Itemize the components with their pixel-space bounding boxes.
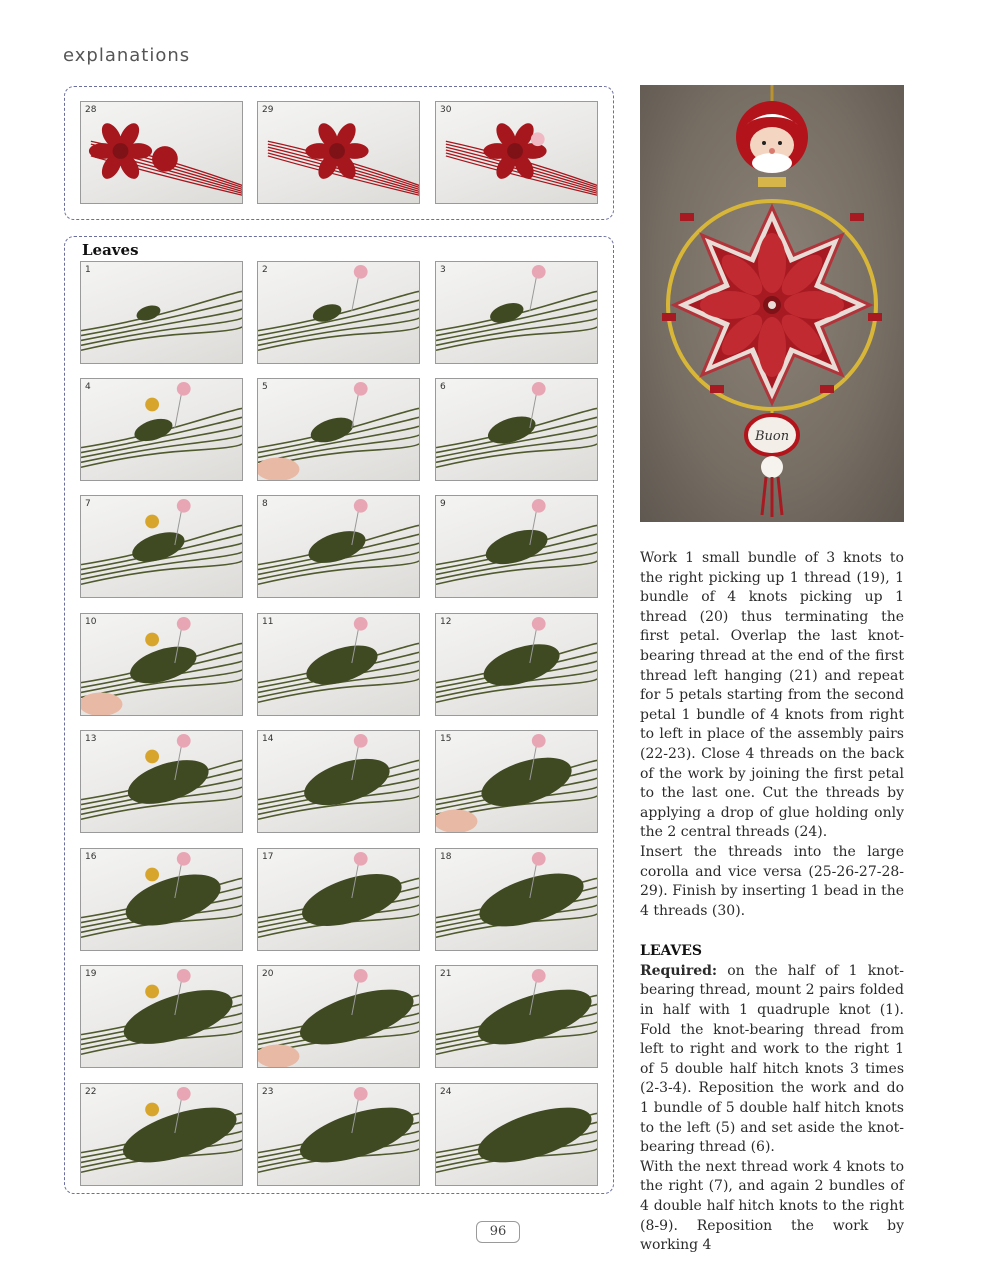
- step-number: 2: [262, 265, 268, 275]
- required-label: Required:: [640, 962, 718, 979]
- leaf-step-illustration: [81, 496, 242, 597]
- step-number: 20: [262, 969, 274, 979]
- step-number: 16: [85, 852, 97, 862]
- leaf-step-photo: [257, 1083, 420, 1186]
- leaf-step-photo: [257, 378, 420, 481]
- leaf-step-photo: [435, 261, 598, 364]
- leaf-step-photo: [257, 613, 420, 716]
- leaf-step-photo: [435, 730, 598, 833]
- flower-step-illustration: [258, 102, 419, 203]
- leaves-heading: LEAVES: [640, 943, 703, 960]
- leaf-step-photo: [80, 495, 243, 598]
- leaf-step-illustration: [258, 262, 419, 363]
- leaf-step-illustration: [436, 966, 597, 1067]
- leaf-step-photo: [435, 613, 598, 716]
- flower-step-photo: [80, 101, 243, 204]
- step-number: 3: [440, 265, 446, 275]
- leaf-step-photo: [435, 965, 598, 1068]
- leaf-step-illustration: [436, 496, 597, 597]
- leaf-step-photo: [257, 261, 420, 364]
- leaf-step-photo: [80, 261, 243, 364]
- leaf-step-illustration: [436, 262, 597, 363]
- leaf-step-illustration: [258, 731, 419, 832]
- leaf-step-illustration: [436, 1084, 597, 1185]
- leaf-step-illustration: [258, 1084, 419, 1185]
- leaf-step-photo: [80, 378, 243, 481]
- leaf-step-illustration: [258, 849, 419, 950]
- step-number: 23: [262, 1087, 274, 1097]
- leaf-step-photo: [80, 965, 243, 1068]
- instructions-text: [640, 549, 904, 1256]
- leaf-step-photo: [80, 613, 243, 716]
- leaf-step-illustration: [81, 379, 242, 480]
- step-number: 19: [85, 969, 97, 979]
- leaf-step-photo: [80, 730, 243, 833]
- leaf-step-illustration: [258, 496, 419, 597]
- leaf-step-photo: [435, 378, 598, 481]
- paragraph: [640, 962, 904, 1158]
- leaf-step-photo: [257, 848, 420, 951]
- step-number: 6: [440, 382, 446, 392]
- step-number: 22: [85, 1087, 97, 1097]
- flower-step-photo: [257, 101, 420, 204]
- flower-step-illustration: [436, 102, 597, 203]
- leaf-step-photo: [80, 848, 243, 951]
- step-number: 4: [85, 382, 91, 392]
- leaf-step-illustration: [81, 262, 242, 363]
- leaf-step-illustration: [436, 379, 597, 480]
- flower-step-illustration: [81, 102, 242, 203]
- step-number: 17: [262, 852, 274, 862]
- step-number: 7: [85, 499, 91, 509]
- leaf-step-photo: [435, 1083, 598, 1186]
- step-number: 8: [262, 499, 268, 509]
- paragraph: Insert the threads into the large corolla and vice versa (25-26-27-28-29). Finish by inserting 1 bead in the 4 threads (30).: [640, 843, 904, 919]
- paragraph: Work 1 small bundle of 3 knots to the right picking up 1 thread (19), 1 bundle of 4 knots picking up 1 thread (20) thus terminating the first petal. Overlap the last knot-bearing thread at the end of the first thread left hanging (21) and repeat for 5 petals starting from the second petal 1 bundle of 4 knots from right to left in place of the assembly pairs (22-23). Close 4 threads on the back of the work by joining the first petal to the last one. Cut the threads by applying a drop of glue holding only the 2 central threads (24).: [640, 550, 904, 841]
- leaf-step-illustration: [81, 966, 242, 1067]
- leaf-step-illustration: [436, 731, 597, 832]
- ornament-bead-text: Buon: [754, 429, 790, 444]
- leaf-step-illustration: [81, 731, 242, 832]
- leaf-step-illustration: [81, 614, 242, 715]
- leaf-step-photo: [435, 495, 598, 598]
- leaf-step-photo: [257, 495, 420, 598]
- step-number: 28: [85, 105, 97, 115]
- leaf-step-photo: [80, 1083, 243, 1186]
- step-number: 5: [262, 382, 268, 392]
- leaf-step-illustration: [81, 1084, 242, 1185]
- step-number: 24: [440, 1087, 452, 1097]
- step-number: 14: [262, 734, 274, 744]
- leaf-step-illustration: [436, 614, 597, 715]
- step-number: 30: [440, 105, 452, 115]
- step-number: 29: [262, 105, 274, 115]
- flower-step-photo: [435, 101, 598, 204]
- ornament-photo: [640, 85, 904, 522]
- page-number: 96: [476, 1221, 520, 1243]
- leaf-step-photo: [435, 848, 598, 951]
- leaf-step-illustration: [436, 849, 597, 950]
- step-number: 21: [440, 969, 452, 979]
- leaf-step-photo: [257, 965, 420, 1068]
- step-number: 12: [440, 617, 452, 627]
- leaves-title: Leaves: [82, 241, 139, 259]
- step-number: 18: [440, 852, 452, 862]
- step-number: 9: [440, 499, 446, 509]
- step-number: 13: [85, 734, 97, 744]
- leaf-step-photo: [257, 730, 420, 833]
- paragraph-text: on the half of 1 knot-bearing thread, mount 2 pairs folded in half with 1 quadruple knot (1). Fold the knot-bearing thread from left to right and work to the right 1 of 5 double half hitch knots 3 times (2-3-4). Reposition the work and do 1 bundle of 5 double half hitch knots to the left (5) and set aside the knot-bearing thread (6).: [640, 962, 904, 1156]
- step-number: 1: [85, 265, 91, 275]
- section-header: explanations: [63, 45, 191, 66]
- leaf-step-illustration: [258, 614, 419, 715]
- step-number: 15: [440, 734, 452, 744]
- step-number: 11: [262, 617, 274, 627]
- leaf-step-illustration: [258, 966, 419, 1067]
- paragraph: With the next thread work 4 knots to the right (7), and again 2 bundles of 4 double half hitch knots to the right (8-9). Reposition the work by working 4: [640, 1158, 904, 1254]
- step-number: 10: [85, 617, 97, 627]
- leaf-step-illustration: [81, 849, 242, 950]
- leaf-step-illustration: [258, 379, 419, 480]
